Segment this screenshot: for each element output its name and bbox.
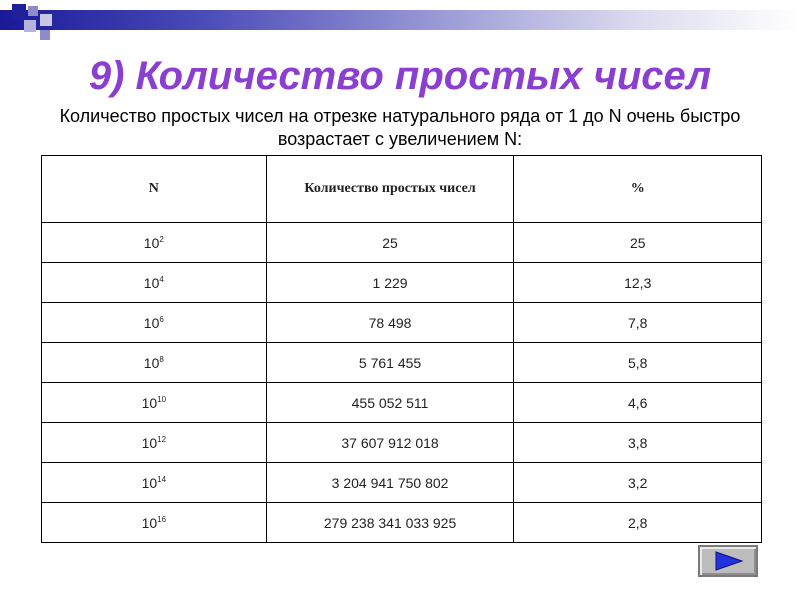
- power-base: 10: [143, 314, 160, 331]
- power-base: 10: [141, 474, 158, 491]
- table-row: [42, 343, 762, 383]
- power-base: 10: [141, 514, 158, 531]
- cell-count: 78 498: [266, 303, 514, 343]
- slide-intro: Количество простых чисел на отрезке натурального ряда от 1 до N очень быстро возрастает с увеличением N:: [59, 106, 741, 149]
- slide-title: 9) Количество простых чисел: [88, 54, 712, 98]
- header-n: N: [42, 156, 267, 223]
- power-exponent: 2: [159, 234, 164, 244]
- power-base: 10: [141, 394, 158, 411]
- decor-square: [28, 6, 38, 16]
- table-row: [42, 303, 762, 343]
- cell-count: 455 052 511: [266, 383, 514, 423]
- cell-n: [42, 303, 267, 343]
- power-base: 10: [143, 354, 160, 371]
- cell-percent: 4,6: [514, 383, 762, 423]
- cell-count: 25: [266, 223, 514, 263]
- cell-n: [42, 463, 267, 503]
- decor-square: [12, 4, 26, 18]
- table-row: [42, 223, 762, 263]
- cell-n: [42, 423, 267, 463]
- table-row: [42, 463, 762, 503]
- power-base: 10: [143, 234, 160, 251]
- table-row: [42, 423, 762, 463]
- cell-percent: 3,2: [514, 463, 762, 503]
- header-percent: %: [514, 156, 762, 223]
- cell-count: 1 229: [266, 263, 514, 303]
- power-exponent: 10: [157, 394, 167, 404]
- cell-n: [42, 223, 267, 263]
- power-exponent: 16: [157, 514, 167, 524]
- header-band: [0, 10, 800, 30]
- play-arrow-icon: [710, 551, 746, 571]
- power-exponent: 4: [159, 274, 164, 284]
- decor-square: [40, 14, 52, 26]
- cell-count: 3 204 941 750 802: [266, 463, 514, 503]
- cell-percent: 3,8: [514, 423, 762, 463]
- cell-percent: 12,3: [514, 263, 762, 303]
- cell-percent: 25: [514, 223, 762, 263]
- decor-square: [24, 20, 36, 32]
- power-exponent: 14: [157, 474, 167, 484]
- next-slide-button[interactable]: [698, 545, 758, 577]
- power-exponent: 6: [159, 314, 164, 324]
- table-row: [42, 503, 762, 543]
- cell-n: [42, 263, 267, 303]
- cell-n: [42, 383, 267, 423]
- power-exponent: 12: [157, 434, 167, 444]
- power-exponent: 8: [159, 354, 164, 364]
- table-row: [42, 383, 762, 423]
- decor-square: [40, 30, 50, 40]
- header-count: Количество простых чисел: [266, 156, 514, 223]
- cell-percent: 7,8: [514, 303, 762, 343]
- primes-table: [41, 155, 762, 543]
- cell-count: 37 607 912 018: [266, 423, 514, 463]
- cell-n: [42, 343, 267, 383]
- power-base: 10: [141, 434, 158, 451]
- table-row: [42, 263, 762, 303]
- cell-n: [42, 503, 267, 543]
- cell-percent: 2,8: [514, 503, 762, 543]
- cell-percent: 5,8: [514, 343, 762, 383]
- power-base: 10: [143, 274, 160, 291]
- cell-count: 5 761 455: [266, 343, 514, 383]
- table-header-row: [42, 156, 762, 223]
- cell-count: 279 238 341 033 925: [266, 503, 514, 543]
